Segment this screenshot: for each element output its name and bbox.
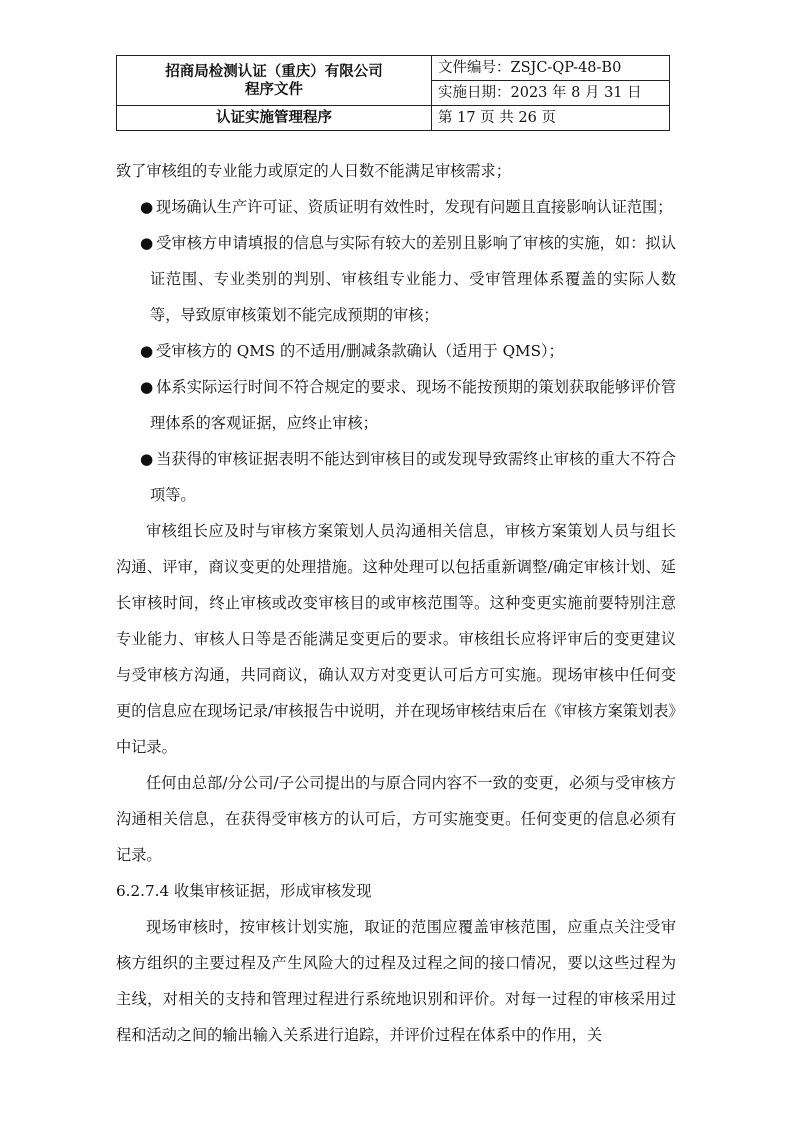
company-cell [117,56,432,106]
bullet-item: ● 现场确认生产许可证、资质证明有效性时，发现有问题且直接影响认证范围； [116,189,676,225]
body-paragraph: 任何由总部/分公司/子公司提出的与原合同内容不一致的变更，必须与受审核方沟通相关信息，在获得受审核方的认可后，方可实施变更。任何变更的信息必须有记录。 [116,774,676,864]
bullet-icon: ● [140,342,154,360]
implementation-date: 实施日期：2023 年 8 月 31 日 [432,81,670,106]
paragraph-continuation: 致了审核组的专业能力或原定的人日数不能满足审核需求； [116,162,511,180]
bullet-icon: ● [140,378,154,396]
bullet-item: ● 当获得的审核证据表明不能达到审核目的或发现导致需终止审核的重大不符合项等。 [116,441,676,513]
section-heading: 6.2.7.4 收集审核证据，形成审核发现 [116,882,372,900]
document-header-table [116,55,670,131]
document-number: 文件编号：ZSJC-QP-48-B0 [432,56,670,81]
bullet-icon: ● [140,450,154,468]
page-number: 第 17 页 共 26 页 [432,106,670,131]
bullet-item: ● 体系实际运行时间不符合规定的要求、现场不能按预期的策划获取能够评价管理体系的客观证据，应终止审核； [116,369,676,441]
company-name: 招商局检测认证（重庆）有限公司 [165,62,383,80]
bullet-item: ● 受审核方的 QMS 的不适用/删减条款确认（适用于 QMS）； [116,333,676,369]
bullet-item: ● 受审核方申请填报的信息与实际有较大的差别且影响了审核的实施，如：拟认证范围、专业类别的判别、审核组专业能力、受审管理体系覆盖的实际人数等，导致原审核策划不能完成预期的审核； [116,225,676,333]
bullet-icon: ● [140,234,154,252]
body-paragraph: 现场审核时，按审核计划实施，取证的范围应覆盖审核范围，应重点关注受审核方组织的主要过程及产生风险大的过程及过程之间的接口情况，要以这些过程为主线，对相关的支持和管理过程进行系统地识别和评价。对每一过程的审核采用过程和活动之间的输出输入关系进行追踪，并评价过程在体系中的作用，关 [116,918,676,1044]
bullet-icon: ● [140,198,154,216]
body-paragraph: 审核组长应及时与审核方案策划人员沟通相关信息，审核方案策划人员与组长沟通、评审，商议变更的处理措施。这种处理可以包括重新调整/确定审核计划、延长审核时间，终止审核或改变审核目的或审核范围等。这种变更实施前要特别注意专业能力、审核人日等是否能满足变更后的要求。审核组长应将评审后的变更建议与受审核方沟通，共同商议，确认双方对变更认可后方可实施。现场审核中任何变更的信息应在现场记录/审核报告中说明，并在现场审核结束后在《审核方案策划表》中记录。 [116,522,676,756]
procedure-title: 认证实施管理程序 [117,106,432,131]
document-body [116,153,676,1053]
document-type: 程序文件 [245,80,303,98]
